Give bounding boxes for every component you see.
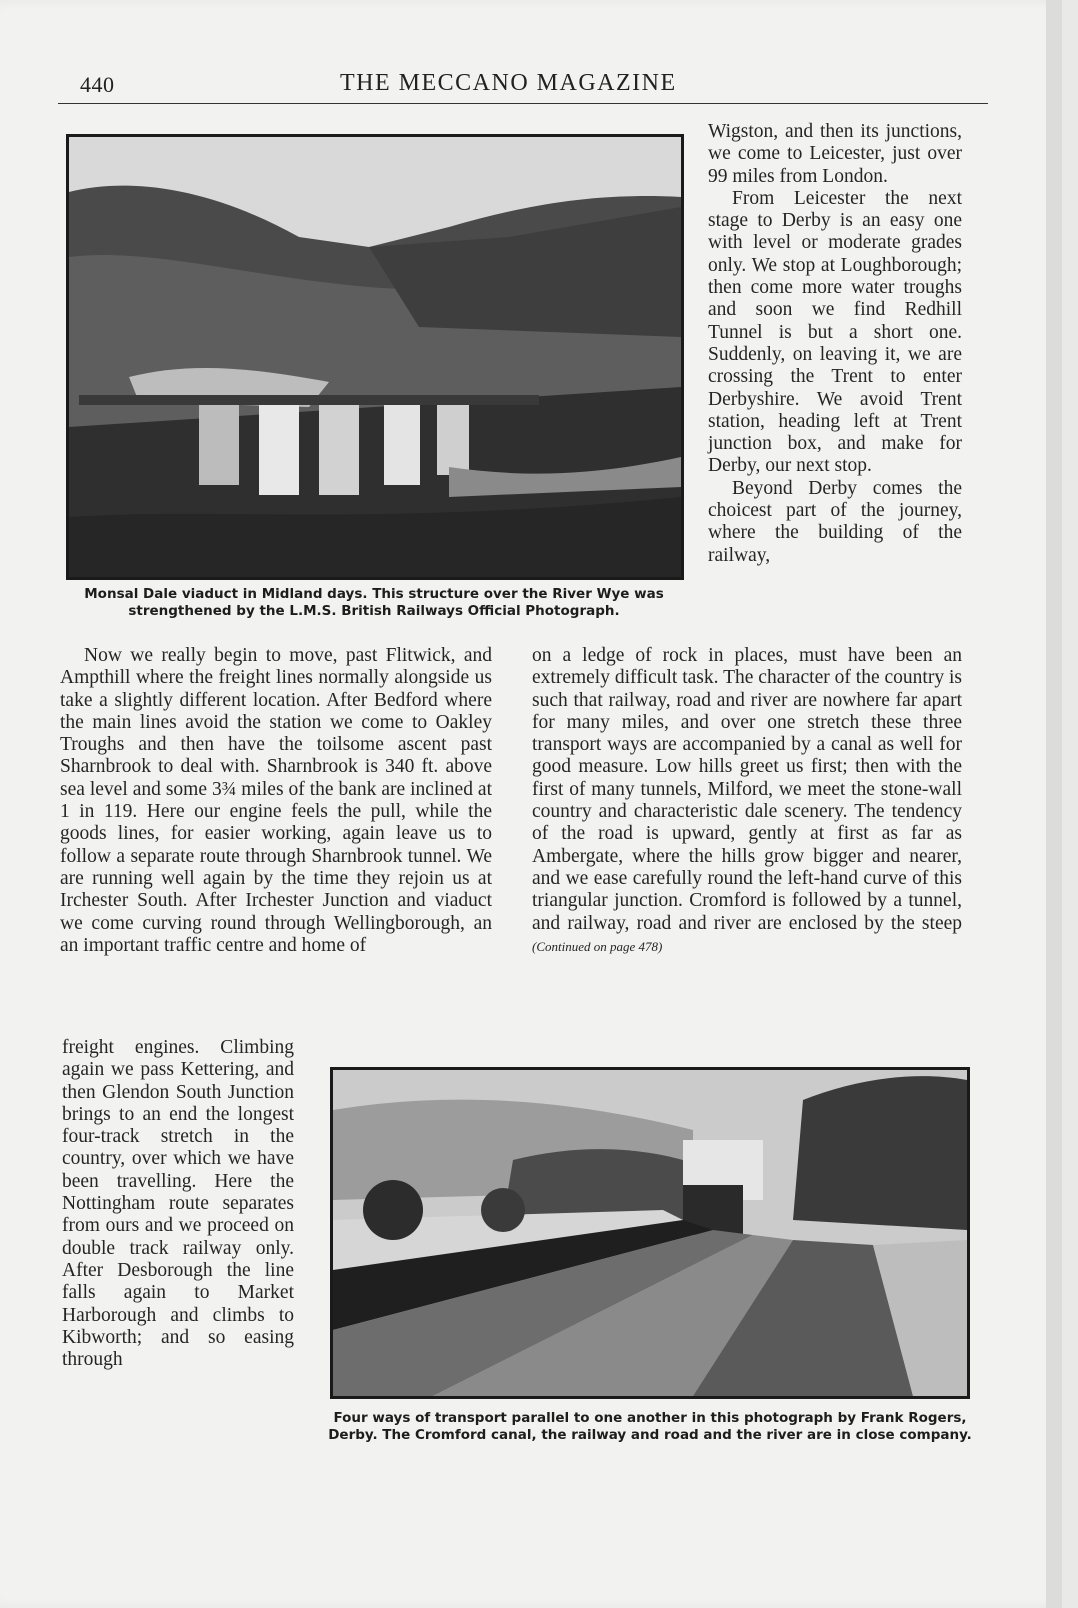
- left-middle-column: [60, 645, 492, 957]
- right-top-paragraph-1: Wigston, and then its junctions, we come to Leicester, just over 99 miles from London.: [708, 121, 962, 187]
- railway-canal-photo: [330, 1067, 970, 1399]
- page-edge: [1046, 0, 1062, 1608]
- magazine-title: THE MECCANO MAGAZINE: [340, 70, 677, 96]
- continued-note: (Continued on page 478): [532, 938, 663, 954]
- right-top-paragraph-2: From Leicester the next stage to Derby is an easy one with level or moderate grades only. We stop at Loughborough; then come more water troughs and soon we find Redhill Tunnel is but a short one. Suddenly, on leaving it, we are crossing the Trent to enter Derbyshire. We avoid Trent station, heading left at Trent junction box, and make for Derby, our next stop.: [708, 187, 962, 477]
- right-middle-text: on a ledge of rock in places, must have been an extremely difficult task. The character of the country is such that railway, road and river are nowhere far apart for many miles, and over one stretch these three transport ways are accompanied by a canal as well for good measure. Low hills greet us first; then with the first of many tunnels, Milford, we meet the stone-wall country and characteristic dale scenery. The tendency of the road is upward, gently at first as far as Ambergate, where the hills grow bigger and nearer, and we ease carefully round the left-hand curve of this triangular junction. Cromford is followed by a tunnel, and railway, road and river are enclosed by the steep: [532, 645, 962, 934]
- viaduct-photo: [66, 134, 684, 580]
- left-bottom-column: [62, 1037, 294, 1371]
- top-photo-caption: Monsal Dale viaduct in Midland days. This structure over the River Wye was strengthened by the L.M.S. British Railways Official Photograph.: [84, 586, 664, 619]
- left-bottom-paragraph: freight engines. Climbing again we pass Kettering, and then Glendon South Junction brings to an end the longest four-track stretch in the country, over which we have been travelling. Here the Nottingham route separates from ours and we proceed on double track railway only. After Desborough the line falls again to Market Harborough and climbs to Kibworth; and so easing through: [62, 1037, 294, 1371]
- header-rule: [58, 103, 988, 104]
- right-top-paragraph-3: Beyond Derby comes the choicest part of the journey, where the building of the railway,: [708, 477, 962, 566]
- page-number: 440: [80, 72, 115, 97]
- right-middle-paragraph: [532, 645, 962, 958]
- right-top-column: [708, 121, 962, 567]
- viaduct-photo-image: [69, 137, 681, 577]
- railway-canal-photo-image: [333, 1070, 967, 1396]
- left-middle-paragraph: Now we really begin to move, past Flitwick, and Ampthill where the freight lines normally alongside us take a slightly different location. After Bedford where the main lines avoid the station we come to Oakley Troughs and then have the toilsome ascent past Sharnbrook to deal with. Sharnbrook is 340 ft. above sea level and some 3¾ miles of the bank are inclined at 1 in 119. Here our engine feels the pull, while the goods lines, for easier working, again leave us to follow a separate route through Sharnbrook tunnel. We are running well again by the time they rejoin us at Irchester South. After Irchester Junction and viaduct we come curving round through Wellingborough, an an important traffic centre and home of: [60, 645, 492, 956]
- bottom-photo-caption: Four ways of transport parallel to one another in this photograph by Frank Rogers, Derby. The Cromford canal, the railway and road and the river are in close company.: [328, 1410, 972, 1443]
- right-middle-column: [532, 645, 962, 958]
